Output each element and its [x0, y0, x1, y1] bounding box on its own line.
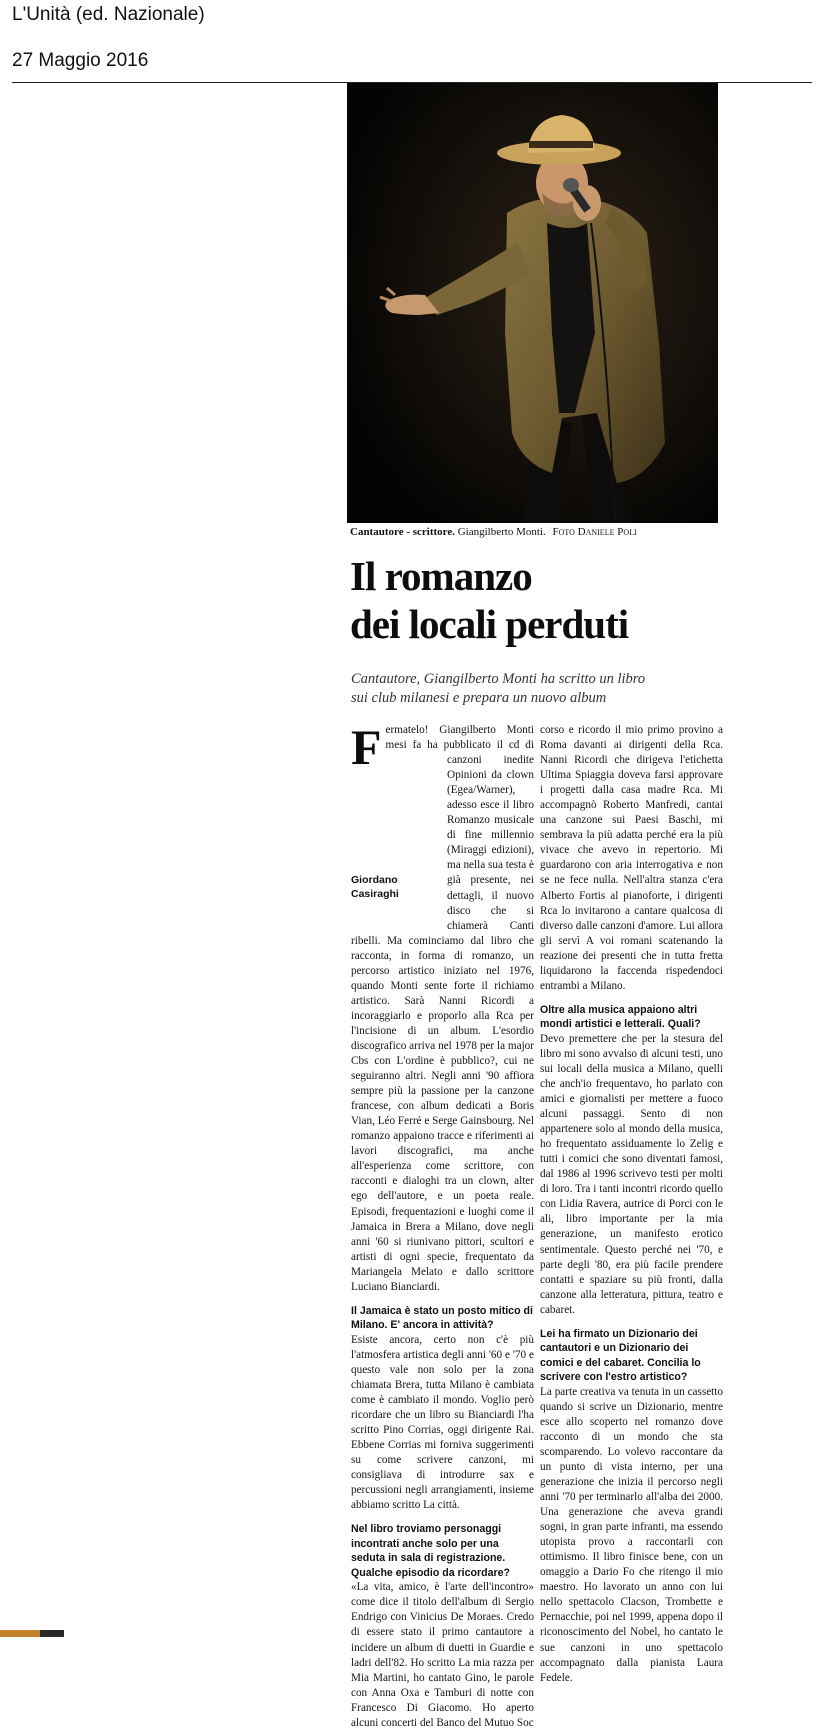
- photo-credit: Foto Daniele Poli: [552, 526, 637, 538]
- interview-answer-1: Esiste ancora, certo non c'è più l'atmosfera artistica degli anni '60 e '70 e questo vale non solo per la zona chiamata Brera, tutta Milano è cambiata come è cambiato il mondo. Voglio però ricordare che un libro su Bianciardi l'ha scritto Pino Corrias, oggi dirigente Rai. Ebbene Corrias mi forniva suggerimenti su come scrivere canzoni, mi consigliava di introdurre sax e percussioni negli arrangiamenti, insieme abbiamo scritto La città.: [351, 1333, 534, 1512]
- interview-question-1: Il Jamaica è stato un posto mitico di Milano. E' ancora in attività?: [351, 1304, 533, 1332]
- byline: [351, 873, 443, 933]
- source-title: L'Unità (ed. Nazionale): [12, 4, 205, 25]
- article-intro: [351, 719, 534, 1295]
- headline-line-2: dei locali perduti: [350, 601, 629, 647]
- interview-question-2: Nel libro troviamo personaggi incontrati anche solo per una seduta in sala di registrazione. Qualche episodio da ricordare?: [351, 1523, 510, 1579]
- article-column-left: [351, 719, 534, 1731]
- interview-answer-2: «La vita, amico, è l'arte dell'incontro» come dice il titolo dell'album di Sergio Endrigo con Vinicius De Moraes. Credo di essere stato il primo cantautore a incidere un album di duetti in Guardie e ladri dell'82. Ho scritto La mia razza per Mia Martini, ho cantato Gino, le parole con Anna Oxa e Tamburi di notte con Francesco Di Giacomo. Ho aperto alcuni concerti del Banco del Mutuo Soc: [351, 1581, 534, 1729]
- interview-answer-2-continued: corso e ricordo il mio primo provino a Roma davanti ai dirigenti della Rca. Nanni Ricordi che dirigeva l'etichetta Ultima Spiaggia doveva farsi approvare i progetti dalla casa madre Rca. Mi accompagnò Roberto Manfredi, cantai una canzone sui Paesi Baschi, mi sembrava la più adatta perché era la più vivace che avevo in repertorio. Mi guardarono con aria interrogativa e non se ne fece nulla. Nell'altra stanza c'era Alberto Fortis al pianoforte, i dirigenti Rca lo invitarono a cantare qualcosa di diverso dalle canzoni d'amore. Lui allora gli servì A voi romani scatenando la reazione dei presenti che in tutta fretta liquidarono la faccenda rispedendoci entrambi a Milano.: [540, 724, 723, 992]
- caption-label: Cantautore - scrittore.: [350, 526, 455, 538]
- byline-first-name: Giordano: [351, 874, 398, 886]
- page-corner-mark: [0, 1630, 40, 1637]
- interview-question-3: Oltre alla musica appaiono altri mondi artistici e letterali. Quali?: [540, 1003, 701, 1031]
- drop-cap: F: [351, 719, 382, 775]
- publication-date: 27 Maggio 2016: [12, 50, 149, 71]
- subhead-line-1: Cantautore, Giangilberto Monti ha scritto un libro: [351, 671, 646, 687]
- interview-answer-3: Devo premettere che per la stesura del libro mi sono avvalso di alcuni testi, uno sui locali della musica a Milano, quelli che anch'io frequentavo, ho parlato con amici e giornalisti per mettere a fuoco alcuni passaggi. Sento di non appartenere solo al mondo della musica, ho frequentato assiduamente lo Zelig e tutti i comici che sono diventati famosi, dal 1986 al 1996 scrivevo testi per molti di loro. Tra i tanti incontri ricordo quello con Lidia Ravera, autrice di Porci con le ali, libro importante per la mia generazione, un manifesto erotico sentimentale. Questo perché nei '70, e parte degli '80, era più facile prendere contatti e spaziare su più fronti, dalla canzone alla letteratura, pittura, teatro e cabaret.: [540, 1032, 723, 1316]
- headline-line-1: Il romanzo: [350, 553, 532, 599]
- article-headline: [350, 552, 628, 648]
- article-photo: [347, 83, 718, 523]
- byline-last-name: Casiraghi: [351, 888, 399, 900]
- photo-caption: [350, 526, 637, 538]
- interview-answer-4: La parte creativa va tenuta in un cassetto quando si scrive un Dizionario, mentre esce allo scoperto nel romanzo dove racconto di un mondo che sta scomparendo. Lo volevo raccontare da un punto di vista interno, per una generazione che inizia il percorso negli anni '70 per terminarlo all'alba dei 2000. Una generazione che aveva grandi sogni, in gran parte infranti, ma essendo utopista provo a raccontarli con ottimismo. Il libro finisce bene, con un omaggio a Dario Fo che ritengo il mio maestro. Ho lavorato un anno con lui nello spettacolo Clacson, Trombette e Pernacchie, poi nel 1999, appena dopo il riconoscimento del Nobel, ho cantato le sue canzoni in uno spettacolo accompagnato dalla pianista Laura Fedele.: [540, 1385, 723, 1684]
- interview-question-4: Lei ha firmato un Dizionario dei cantautori e un Dizionario dei comici e del cabaret. Concilia lo scrivere con l'estro artistico?: [540, 1327, 701, 1384]
- page-corner-mark-dark: [40, 1630, 64, 1637]
- article-subhead: [351, 670, 645, 708]
- intro-paragraph: ermatelo! Giangilberto Monti mesi fa ha pubblicato il cd di canzoni inedite Opinioni da clown (Egea/Warner), adesso esce il libro Romanzo musicale di fine millennio (Miraggi edizioni), ma nella sua testa è già presente, nei dettagli, il nuovo disco che si chiamerà Canti ribelli. Ma cominciamo dal libro che racconta, in forma di romanzo, un percorso artistico iniziato nel 1976, quando Monti sente forte il richiamo artistico. Sarà Nanni Ricordi a incoraggiarlo e proporlo alla Rca per l'incisione di un album. L'esordio discografico arriva nel 1978 per la major Cbs con L'ordine è pubblico?, cui ne seguiranno altri. Negli anni '90 affiora sempre più la passione per la canzone francese, con album dedicati a Boris Vian, Léo Ferré e Serge Gainsbourg. Nel romanzo appaiono tracce e riferimenti ai lavori discografici, ma anche all'esperienza come scrittore, con racconti e dialoghi tra un clown, alter ego dell'autore, e un poeta reale. Episodi, frequentazioni e luoghi come il Jamaica in Brera a Milano, dove negli anni '60 si riunivano pittori, scultori e artisti di ogni specie, frequentato da Mariangela Melato e dallo scrittore Luciano Bianciardi.: [351, 724, 534, 1293]
- subhead-line-2: sui club milanesi e prepara un nuovo album: [351, 690, 607, 706]
- article-column-right: [540, 723, 723, 1686]
- caption-subject: Giangilberto Monti.: [457, 526, 546, 538]
